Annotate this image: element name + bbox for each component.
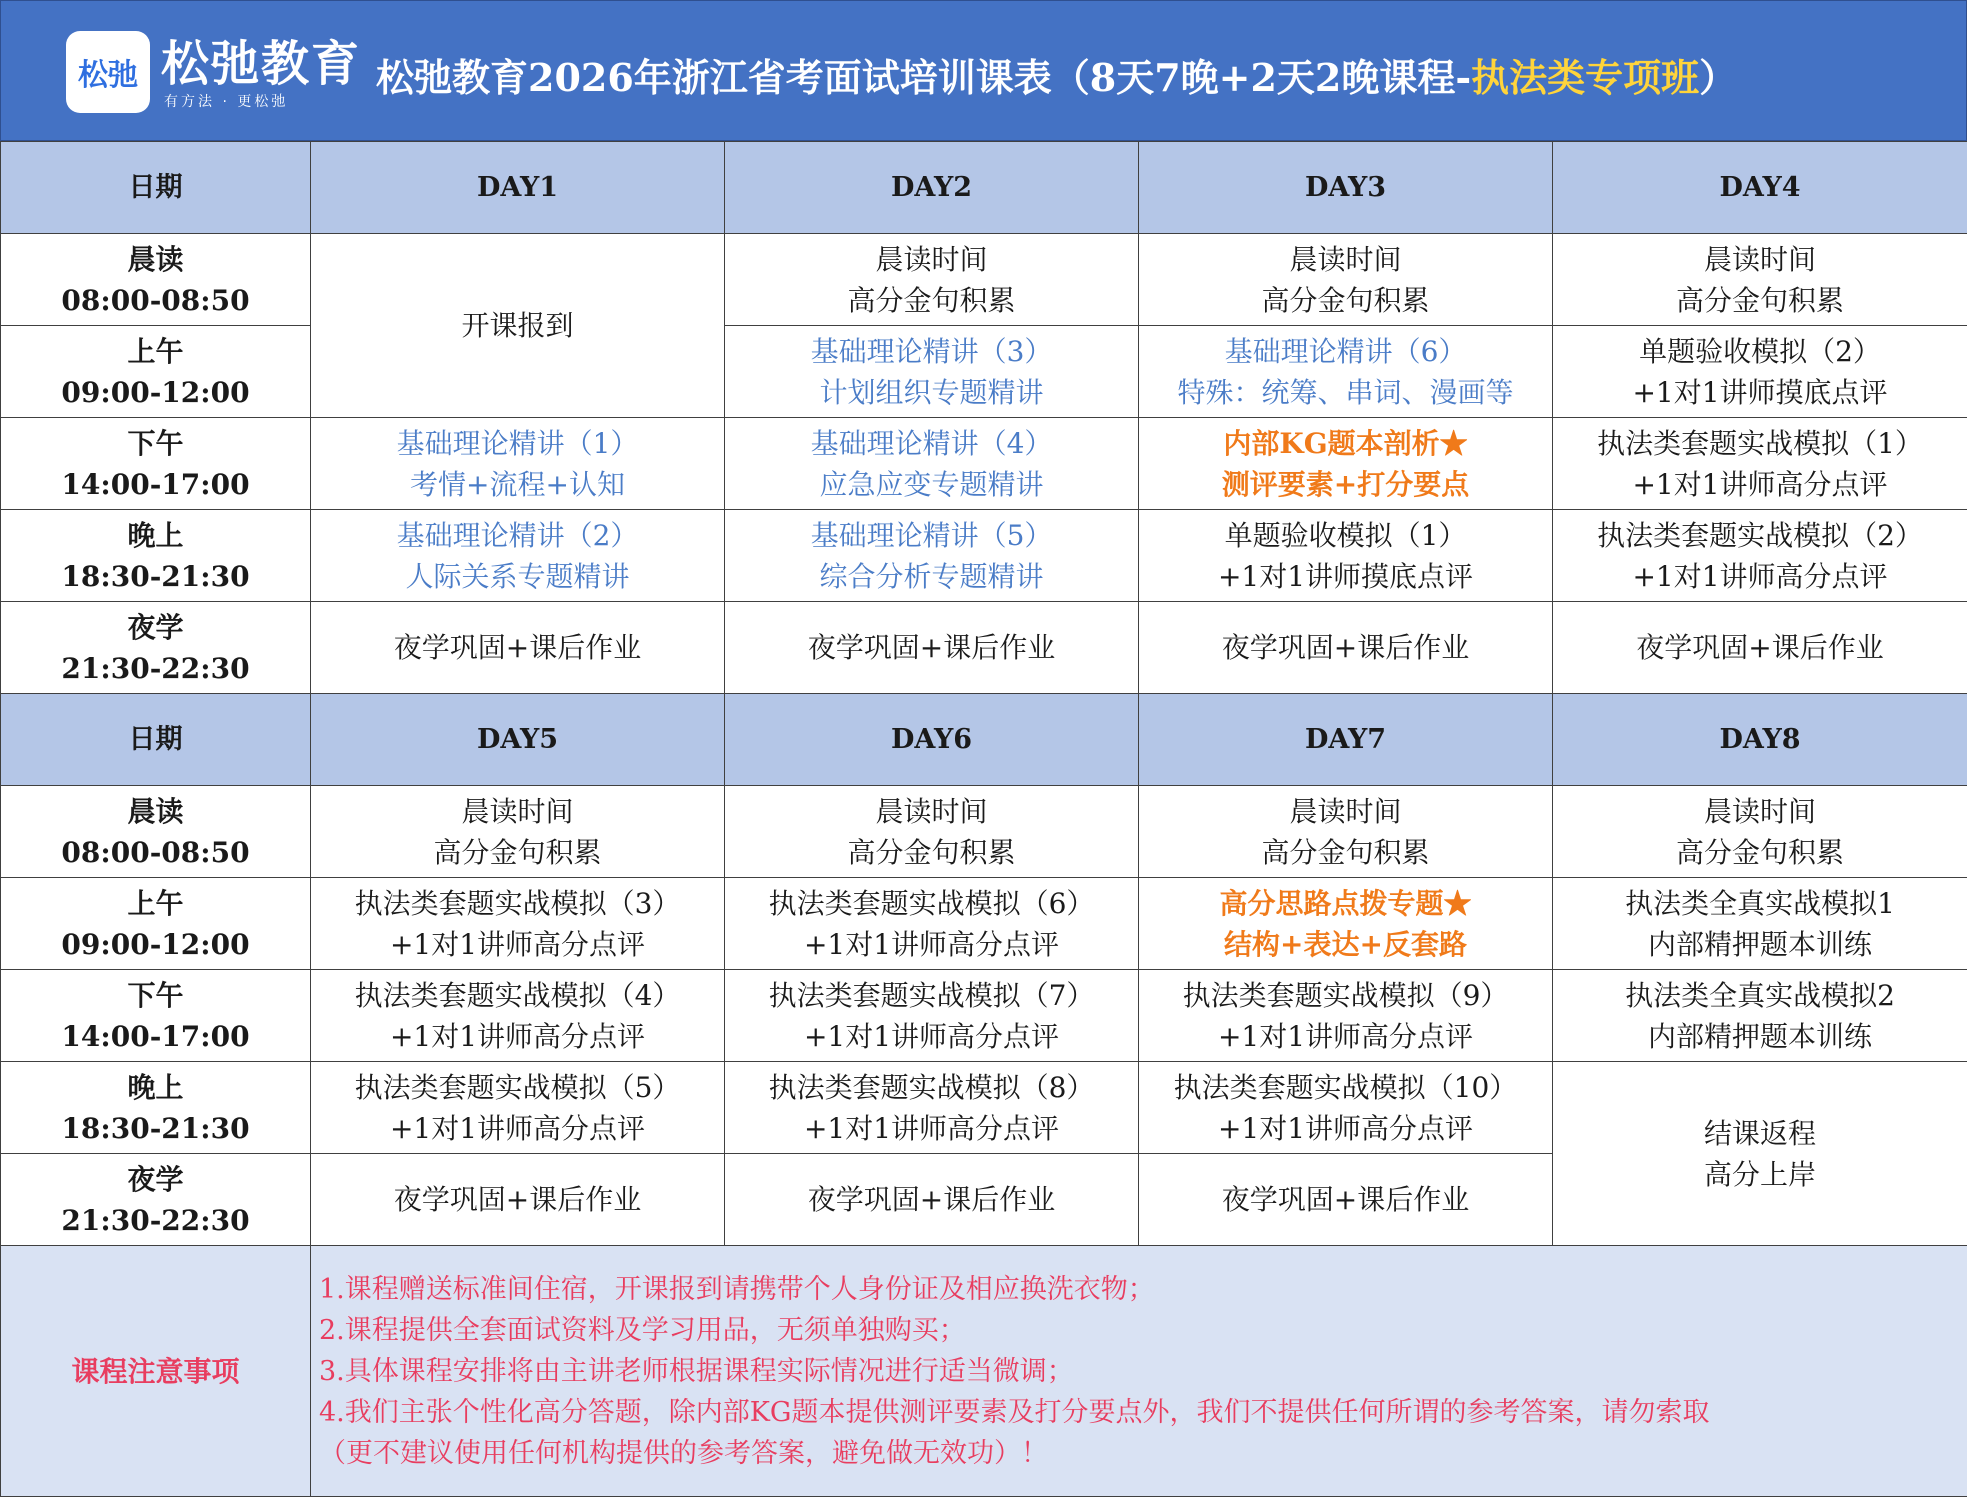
slot-cell: 晨读 08:00-08:50 [1,786,311,878]
day-header: DAY6 [725,694,1139,786]
slot-cell: 下午 14:00-17:00 [1,418,311,510]
schedule-cell: 夜学巩固+课后作业 [311,602,725,694]
schedule-cell: 结课返程 高分上岸 [1553,1062,1967,1246]
schedule-cell: 晨读时间 高分金句积累 [725,234,1139,326]
schedule-cell: 执法类套题实战模拟（8） +1对1讲师高分点评 [725,1062,1139,1154]
schedule-cell: 晨读时间 高分金句积累 [1139,786,1553,878]
schedule-cell: 晨读时间 高分金句积累 [311,786,725,878]
day-header: DAY7 [1139,694,1553,786]
title-accent: 执法类专项班 [1471,55,1700,100]
title-main: 松弛教育2026年浙江省考面试培训课表（8天7晚+2天2晚课程- [376,55,1472,100]
brand-name: 松弛教育 [161,36,362,92]
notes-label: 课程注意事项 [1,1246,311,1497]
schedule-cell: 晨读时间 高分金句积累 [1139,234,1553,326]
schedule-cell: 内部KG题本剖析★ 测评要素+打分要点 [1139,418,1553,510]
schedule-row [1,970,1967,1062]
note-item: 4.我们主张个性化高分答题，除内部KG题本提供测评要素及打分要点外，我们不提供任何所谓的参考答案，请勿索取 [319,1396,1710,1428]
slot-cell: 上午 09:00-12:00 [1,878,311,970]
day-header-row [1,142,1967,234]
day-header: DAY2 [725,142,1139,234]
schedule-cell: 晨读时间 高分金句积累 [1553,234,1967,326]
schedule-cell: 夜学巩固+课后作业 [1553,602,1967,694]
note-item: 2.课程提供全套面试资料及学习用品，无须单独购买； [319,1314,966,1346]
schedule-cell: 执法类套题实战模拟（4） +1对1讲师高分点评 [311,970,725,1062]
day-header: DAY8 [1553,694,1967,786]
schedule-cell: 执法类套题实战模拟（7） +1对1讲师高分点评 [725,970,1139,1062]
slot-cell: 晚上 18:30-21:30 [1,510,311,602]
note-item: 3.具体课程安排将由主讲老师根据课程实际情况进行适当微调； [319,1355,1074,1387]
schedule-cell: 基础理论精讲（4） 应急应变专题精讲 [725,418,1139,510]
schedule-row [1,234,1967,326]
schedule-row [1,786,1967,878]
schedule-row [1,418,1967,510]
schedule-cell: 执法类全真实战模拟1 内部精押题本训练 [1553,878,1967,970]
schedule-cell: 执法类全真实战模拟2 内部精押题本训练 [1553,970,1967,1062]
schedule-cell: 基础理论精讲（6） 特殊：统筹、串词、漫画等 [1139,326,1553,418]
schedule-cell: 开课报到 [311,234,725,418]
schedule-cell: 基础理论精讲（5） 综合分析专题精讲 [725,510,1139,602]
slot-cell: 下午 14:00-17:00 [1,970,311,1062]
schedule-cell: 基础理论精讲（2） 人际关系专题精讲 [311,510,725,602]
day-header: DAY4 [1553,142,1967,234]
schedule-cell: 夜学巩固+课后作业 [725,602,1139,694]
date-header: 日期 [1,694,311,786]
schedule-cell: 执法类套题实战模拟（6） +1对1讲师高分点评 [725,878,1139,970]
schedule-row [1,326,1967,418]
note-item: 1.课程赠送标准间住宿，开课报到请携带个人身份证及相应换洗衣物； [319,1273,1155,1305]
schedule-cell: 执法类套题实战模拟（10） +1对1讲师高分点评 [1139,1062,1553,1154]
schedule-cell: 执法类套题实战模拟（1） +1对1讲师高分点评 [1553,418,1967,510]
slot-cell: 晚上 18:30-21:30 [1,1062,311,1154]
schedule-cell: 单题验收模拟（2） +1对1讲师摸底点评 [1553,326,1967,418]
schedule-cell: 单题验收模拟（1） +1对1讲师摸底点评 [1139,510,1553,602]
page-title [376,47,1737,102]
schedule-cell: 高分思路点拨专题★ 结构+表达+反套路 [1139,878,1553,970]
header-banner [0,0,1967,141]
schedule-cell: 基础理论精讲（1） 考情+流程+认知 [311,418,725,510]
slot-cell: 晨读 08:00-08:50 [1,234,311,326]
schedule-table [0,141,1967,1497]
schedule-cell: 夜学巩固+课后作业 [311,1154,725,1246]
logo [66,31,150,113]
slot-cell: 夜学 21:30-22:30 [1,602,311,694]
slot-cell: 上午 09:00-12:00 [1,326,311,418]
day-header: DAY3 [1139,142,1553,234]
title-end: ） [1699,55,1738,100]
logo-mark: 松弛 [78,58,138,93]
date-header: 日期 [1,142,311,234]
schedule-cell: 基础理论精讲（3） 计划组织专题精讲 [725,326,1139,418]
schedule-row [1,602,1967,694]
schedule-cell: 夜学巩固+课后作业 [1139,602,1553,694]
schedule-cell: 夜学巩固+课后作业 [1139,1154,1553,1246]
schedule-cell: 晨读时间 高分金句积累 [1553,786,1967,878]
schedule-row [1,510,1967,602]
day-header: DAY1 [311,142,725,234]
schedule-row [1,878,1967,970]
notes-list [311,1246,1967,1497]
day-header: DAY5 [311,694,725,786]
schedule-cell: 执法类套题实战模拟（2） +1对1讲师高分点评 [1553,510,1967,602]
notes-row [1,1246,1967,1497]
schedule-cell: 晨读时间 高分金句积累 [725,786,1139,878]
note-item: （更不建议使用任何机构提供的参考答案，避免做无效功）！ [319,1437,1048,1469]
schedule-cell: 夜学巩固+课后作业 [725,1154,1139,1246]
brand-slogan: 有方法 · 更松弛 [164,94,289,110]
schedule-cell: 执法类套题实战模拟（5） +1对1讲师高分点评 [311,1062,725,1154]
slot-cell: 夜学 21:30-22:30 [1,1154,311,1246]
schedule-row [1,1062,1967,1154]
day-header-row [1,694,1967,786]
schedule-cell: 执法类套题实战模拟（9） +1对1讲师高分点评 [1139,970,1553,1062]
schedule-cell: 执法类套题实战模拟（3） +1对1讲师高分点评 [311,878,725,970]
